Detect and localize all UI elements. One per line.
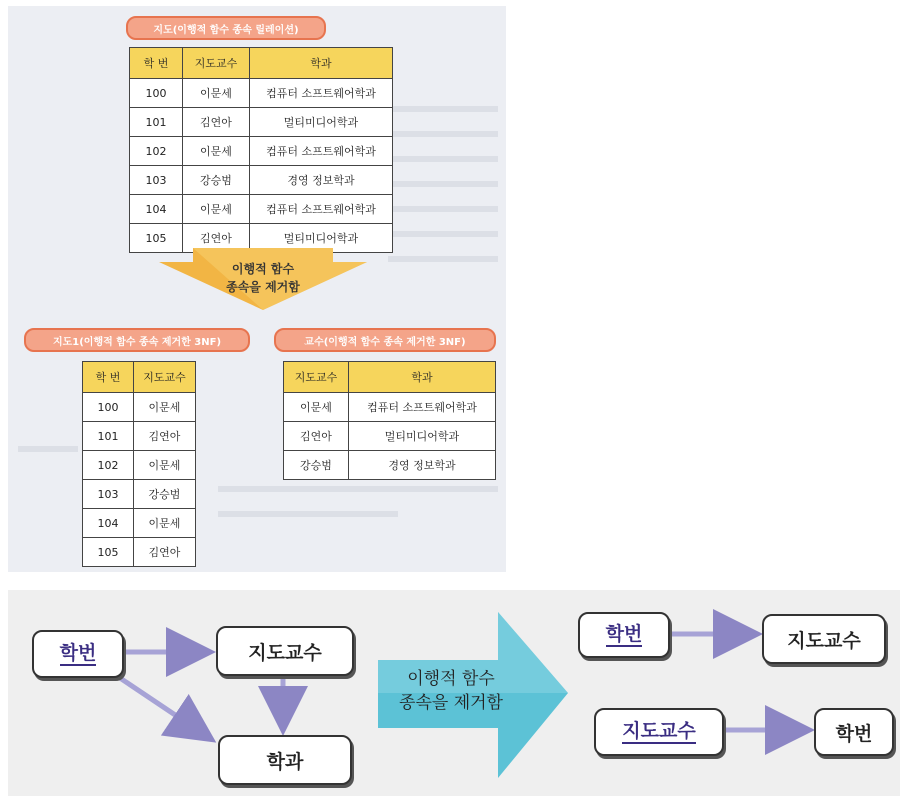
cell: 멀티미디어학과 [349,422,496,451]
fd-arrow [120,678,208,737]
cell: 이문세 [134,393,196,422]
cell: 이문세 [183,137,250,166]
big-arrow-line2: 종속을 제거함 [399,693,503,713]
table-row [284,422,496,451]
node-department [218,735,352,785]
cell: 이문세 [134,451,196,480]
table-row [130,137,393,166]
top-figure [8,6,506,572]
cell: 101 [83,422,134,451]
relation-professor-title: 교수(이행적 함수 종속 제거한 3NF) [304,336,466,348]
cell: 이문세 [284,393,349,422]
table-row [130,166,393,195]
big-arrow-line1: 이행적 함수 [407,669,495,689]
col-header-dept: 학과 [349,362,496,393]
relation-title: 지도(이행적 함수 종속 릴레이션) [153,24,299,36]
cell: 이문세 [183,79,250,108]
node-advisor [594,708,724,756]
cell: 경영 정보학과 [250,166,393,195]
cell: 100 [130,79,183,108]
cell: 100 [83,393,134,422]
cell: 강승범 [284,451,349,480]
relation-table-professor [283,361,496,480]
cell: 김연아 [284,422,349,451]
col-header-advisor: 지도교수 [183,48,250,79]
table-row [284,393,496,422]
cell: 103 [83,480,134,509]
cell: 컴퓨터 소프트웨어학과 [250,79,393,108]
node-student-id [814,708,894,756]
cell: 104 [83,509,134,538]
funnel-label [198,260,328,296]
cell: 이문세 [183,195,250,224]
node-advisor [762,614,886,664]
relation-title-pill [126,16,326,40]
relation-table-jido1 [82,361,196,567]
node-label: 학과 [266,750,304,773]
cell: 경영 정보학과 [349,451,496,480]
cell: 김연아 [183,108,250,137]
node-label: 지도교수 [248,641,322,664]
col-header-advisor: 지도교수 [134,362,196,393]
cell: 강승범 [134,480,196,509]
cell: 101 [130,108,183,137]
relation-title-pill [274,328,496,352]
table-row [83,480,196,509]
cell: 102 [83,451,134,480]
col-header-student: 학 번 [83,362,134,393]
cell: 강승범 [183,166,250,195]
table-row [130,195,393,224]
dependency-diagram [8,590,900,796]
cell: 103 [130,166,183,195]
table-row [83,509,196,538]
relation-jido1-title: 지도1(이행적 함수 종속 제거한 3NF) [52,336,222,348]
col-header-advisor: 지도교수 [284,362,349,393]
col-header-dept: 학과 [250,48,393,79]
table-row [83,422,196,451]
node-label: 지도교수 [622,720,696,742]
relation-table-all [129,47,393,253]
col-header-student: 학 번 [130,48,183,79]
cell: 멀티미디어학과 [250,224,393,253]
cell: 컴퓨터 소프트웨어학과 [250,195,393,224]
node-label: 학번 [835,722,873,745]
cell: 김연아 [183,224,250,253]
node-advisor [216,626,354,676]
cell: 105 [130,224,183,253]
table-row [83,538,196,567]
node-label: 지도교수 [787,629,861,652]
cell: 멀티미디어학과 [250,108,393,137]
big-arrow-label [386,667,516,715]
funnel-line2: 종속을 제거함 [226,280,300,294]
funnel-line1: 이행적 함수 [231,262,295,276]
table-row [83,451,196,480]
cell: 이문세 [134,509,196,538]
cell: 김연아 [134,422,196,451]
table-row [130,108,393,137]
cell: 컴퓨터 소프트웨어학과 [250,137,393,166]
cell: 김연아 [134,538,196,567]
table-row [130,79,393,108]
cell: 컴퓨터 소프트웨어학과 [349,393,496,422]
node-student-id [578,612,670,658]
table-row [83,393,196,422]
node-student-id [32,630,124,678]
table-row [284,451,496,480]
node-label: 학번 [59,642,97,664]
cell: 102 [130,137,183,166]
cell: 104 [130,195,183,224]
node-label: 학번 [605,623,643,645]
relation-title-pill [24,328,250,352]
cell: 105 [83,538,134,567]
